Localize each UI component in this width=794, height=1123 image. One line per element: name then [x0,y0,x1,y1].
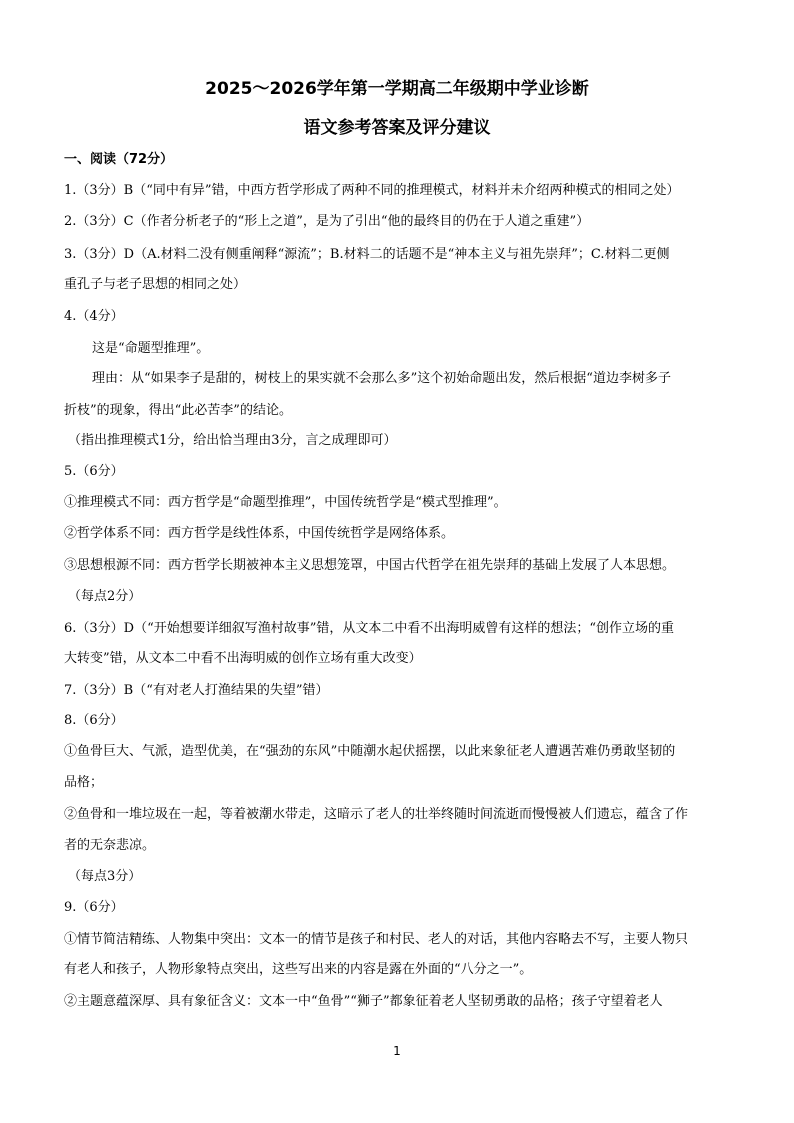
answer-line-8: 8.（6分） [64,713,124,728]
answer-line-9: 9.（6分） [64,900,124,915]
document-subtitle: 语文参考答案及评分建议 [303,118,491,138]
answer-line-6-cont: 大转变”错，从文本二中看不出海明威的创作立场有重大改变） [64,651,422,666]
answer-9-point-2: ②主题意蕴深厚、具有象征含义：文本一中“鱼骨”“狮子”都象征着老人坚韧勇敢的品格；孩子守望着老人 [64,994,663,1009]
scoring-note-5: （每点2分） [68,589,142,604]
answer-4-text-3: 折枝”的现象，得出“此必苦李”的结论。 [64,403,292,418]
answer-line-3: 3.（3分）D（A.材料二没有侧重阐释“源流”；B.材料二的话题不是“神本主义与祖先崇拜”；C.材料二更侧 [64,247,670,262]
answer-line-5: 5.（6分） [64,464,124,479]
answer-8-point-2: ②鱼骨和一堆垃圾在一起，等着被潮水带走，这暗示了老人的壮举终随时间流逝而慢慢被人们遗忘，蕴含了作 [64,807,689,822]
answer-line-2: 2.（3分）C（作者分析老子的“形上之道”，是为了引出“他的最终目的仍在于人道之重建”） [64,214,590,229]
answer-5-point-3: ③思想根源不同：西方哲学长期被神本主义思想笼罩，中国古代哲学在祖先崇拜的基础上发展了人本思想。 [64,558,676,573]
answer-8-point-1-cont: 品格； [64,775,104,790]
answer-line-1: 1.（3分）B（“同中有异”错，中西方哲学形成了两种不同的推理模式，材料并未介绍两种模式的相同之处） [64,183,680,198]
answer-line-7: 7.（3分）B（“有对老人打渔结果的失望”错） [64,683,329,698]
answer-line-4: 4.（4分） [64,309,124,324]
answer-4-text-2: 理由：从“如果李子是甜的，树枝上的果实就不会那么多”这个初始命题出发，然后根据“道边李树多子 [92,371,671,386]
document-title: 2025～2026学年第一学期高二年级期中学业诊断 [205,79,589,99]
section-heading: 一、阅读（72分） [64,152,174,167]
page-number: 1 [393,1044,401,1058]
answer-9-point-1-cont: 有老人和孩子，人物形象特点突出，这些写出来的内容是露在外面的“八分之一”。 [64,962,533,977]
answer-line-3-cont: 重孔子与老子思想的相同之处） [64,277,247,292]
answer-5-point-2: ②哲学体系不同：西方哲学是线性体系，中国传统哲学是网络体系。 [64,526,455,541]
answer-8-point-1: ①鱼骨巨大、气派，造型优美，在“强劲的东风”中随潮水起伏摇摆，以此来象征老人遭遇苦难仍勇敢坚韧的 [64,744,676,759]
scoring-note-8: （每点3分） [68,869,142,884]
answer-8-point-2-cont: 者的无奈悲凉。 [64,838,156,853]
answer-9-point-1: ①情节简洁精练、人物集中突出：文本一的情节是孩子和村民、老人的对话，其他内容略去不写，主要人物只 [64,932,689,947]
scoring-note-4: （指出推理模式1分，给出恰当理由3分，言之成理即可） [68,433,397,448]
answer-4-text-1: 这是“命题型推理”。 [92,341,210,356]
answer-line-6: 6.（3分）D（“开始想要详细叙写渔村故事”错，从文本二中看不出海明威曾有这样的想法；“创作立场的重 [64,621,675,636]
answer-5-point-1: ①推理模式不同：西方哲学是“命题型推理”，中国传统哲学是“模式型推理”。 [64,495,507,510]
